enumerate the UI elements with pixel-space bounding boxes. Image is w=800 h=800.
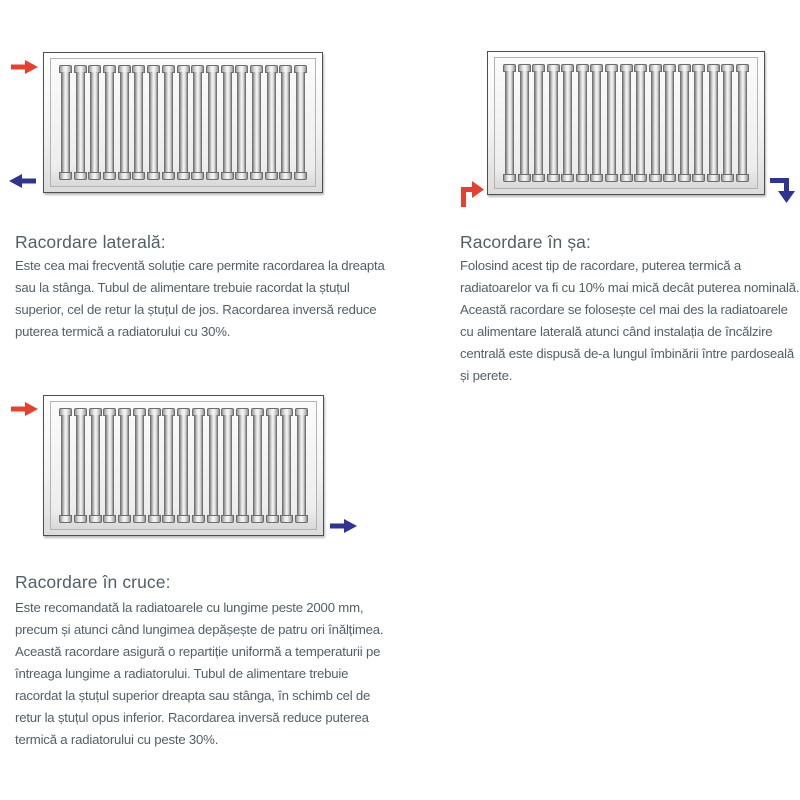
radiator-rib bbox=[620, 64, 633, 182]
radiator-rib bbox=[191, 65, 204, 180]
radiator-rib-row bbox=[59, 408, 308, 523]
radiator-rib bbox=[88, 65, 101, 180]
radiator-rib bbox=[503, 64, 516, 182]
radiator-rib-row bbox=[59, 65, 307, 180]
radiator-rib bbox=[132, 65, 145, 180]
radiator-rib bbox=[133, 408, 146, 523]
radiator-rib bbox=[59, 65, 72, 180]
supply-arrow-right-icon bbox=[11, 60, 38, 74]
section-heading-cross: Racordare în cruce: bbox=[15, 572, 171, 592]
radiator-rib bbox=[692, 64, 705, 182]
section-heading-saddle: Racordare în șa: bbox=[460, 232, 591, 252]
radiator-rib bbox=[678, 64, 691, 182]
radiator-rib bbox=[162, 65, 175, 180]
radiator-rib bbox=[736, 64, 749, 182]
section-body-saddle: Folosind acest tip de racordare, puterea termică a radiatoarelor va fi cu 10% mai mică decât puterea nominală. Această racordare se folosește cel mai des la radiatoarele cu alimentare laterală atunci când instalația de încălzire centrală este dispusă de-a lungul îmbinării între pardoseală și perete. bbox=[460, 258, 800, 383]
radiator-panel bbox=[494, 57, 758, 189]
radiator-rib bbox=[532, 64, 545, 182]
radiator-rib bbox=[265, 65, 278, 180]
radiator-rib bbox=[280, 408, 293, 523]
return-elbow-arrow-icon bbox=[770, 176, 799, 203]
radiator-rib bbox=[561, 64, 574, 182]
supply-arrow-right-icon bbox=[11, 402, 38, 416]
radiator-rib bbox=[590, 64, 603, 182]
radiator-rib bbox=[103, 408, 116, 523]
radiator-rib bbox=[221, 65, 234, 180]
radiator-rib bbox=[177, 65, 190, 180]
radiator-panel bbox=[50, 58, 316, 187]
radiator-rib bbox=[207, 408, 220, 523]
radiator-rib bbox=[295, 408, 308, 523]
radiator-rib bbox=[707, 64, 720, 182]
radiator-rib bbox=[236, 408, 249, 523]
radiator-rib bbox=[663, 64, 676, 182]
radiator-rib bbox=[162, 408, 175, 523]
radiator-rib bbox=[221, 408, 234, 523]
radiator-rib bbox=[547, 64, 560, 182]
section-heading-lateral: Racordare laterală: bbox=[15, 232, 166, 252]
diagram-lateral-radiator bbox=[43, 52, 323, 193]
radiator-rib-row bbox=[503, 64, 749, 182]
radiator-rib bbox=[148, 408, 161, 523]
radiator-rib bbox=[576, 64, 589, 182]
radiator-rib bbox=[74, 65, 87, 180]
section-body-cross: Este recomandată la radiatoarele cu lungime peste 2000 mm, precum și atunci când lungimea depășește de patru ori înălțimea. Această racordare asigură o repartiție uniformă a temperaturii pe întreaga lungime a radiatorului. Tubul de alimentare trebuie racordat la ștuțul superior dreapta sau stânga, în schimb cel de retur la ștuțul opus inferior. Racordarea inversă reduce puterea termică a radiatorului cu peste 30%. bbox=[15, 600, 384, 747]
radiator-rib bbox=[251, 408, 264, 523]
radiator-rib bbox=[118, 65, 131, 180]
radiator-rib bbox=[605, 64, 618, 182]
radiator-rib bbox=[518, 64, 531, 182]
radiator-rib bbox=[147, 65, 160, 180]
radiator-rib bbox=[266, 408, 279, 523]
radiator-rib bbox=[649, 64, 662, 182]
return-arrow-left-icon bbox=[9, 174, 36, 188]
radiator-rib bbox=[250, 65, 263, 180]
supply-elbow-arrow-icon bbox=[459, 179, 484, 207]
section-body-lateral: Este cea mai frecventă soluție care permite racordarea la dreapta sau la stânga. Tubul de alimentare trebuie racordat la ștuțul superior, cel de retur la ștuțul de jos. Racordarea inversă reduce puterea termică a radiatorului cu 30%. bbox=[15, 258, 385, 339]
return-arrow-right-icon bbox=[330, 519, 357, 533]
radiator-rib bbox=[118, 408, 131, 523]
radiator-rib bbox=[59, 408, 72, 523]
radiator-rib bbox=[177, 408, 190, 523]
radiator-rib bbox=[89, 408, 102, 523]
radiator-rib bbox=[721, 64, 734, 182]
radiator-rib bbox=[74, 408, 87, 523]
radiator-rib bbox=[235, 65, 248, 180]
diagram-cross-radiator bbox=[43, 395, 324, 536]
radiator-rib bbox=[103, 65, 116, 180]
radiator-rib bbox=[279, 65, 292, 180]
radiator-rib bbox=[192, 408, 205, 523]
radiator-rib bbox=[206, 65, 219, 180]
radiator-panel bbox=[50, 401, 317, 530]
radiator-rib bbox=[634, 64, 647, 182]
radiator-rib bbox=[294, 65, 307, 180]
diagram-saddle-radiator bbox=[487, 51, 765, 195]
